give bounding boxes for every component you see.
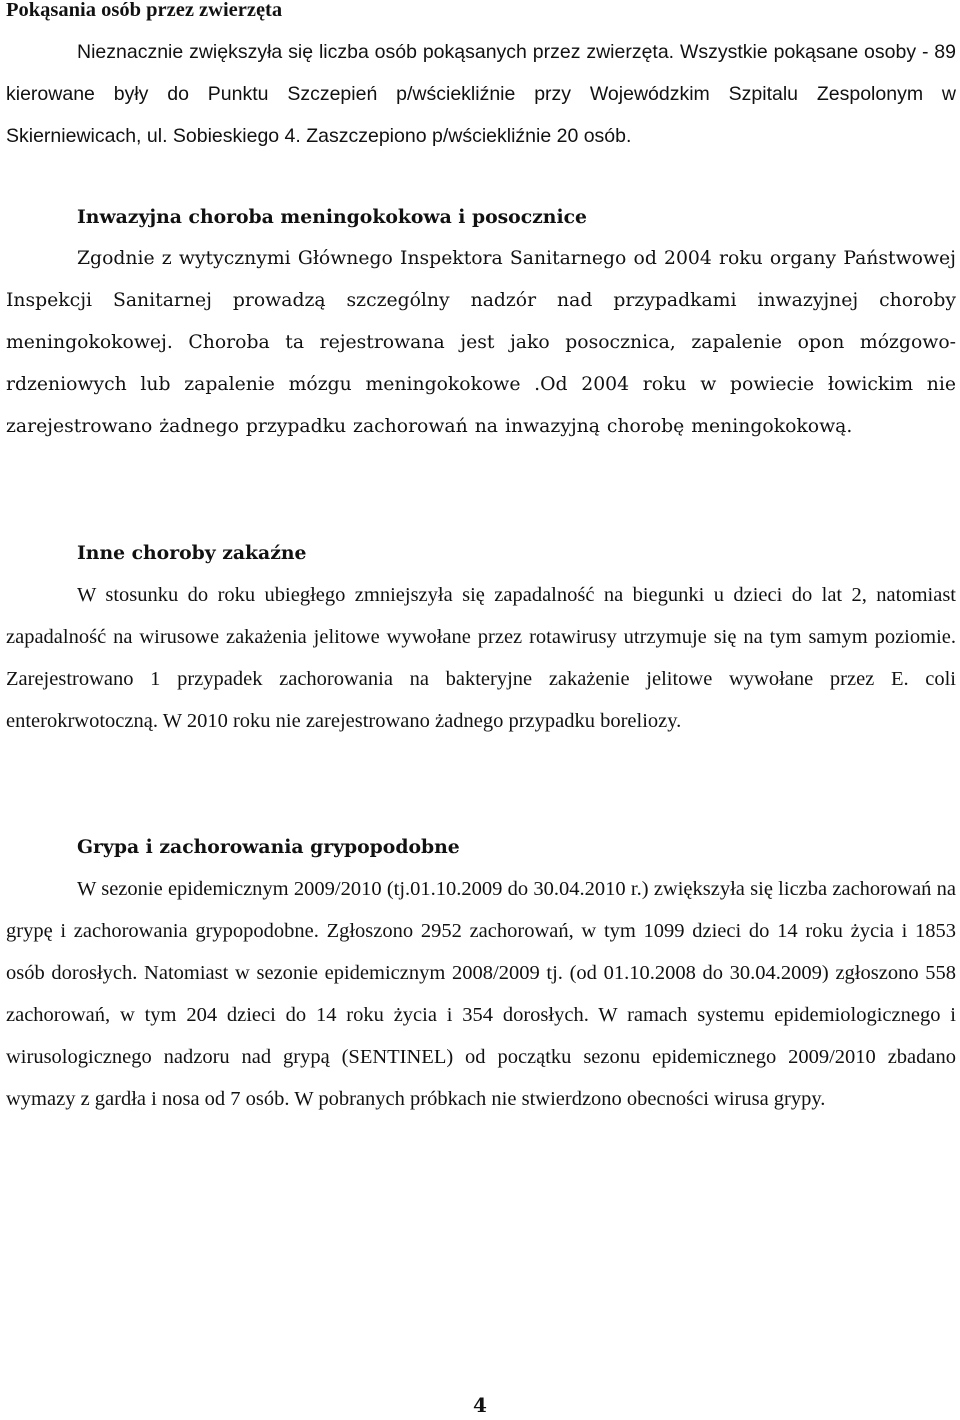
section-meningococcal-disease [6,196,956,448]
section-paragraph: W stosunku do roku ubiegłego zmniejszyła się zapadalność na biegunki u dzieci do lat 2, natomiast zapadalność na wirusowe zakażenia jelitowe wywołane przez rotawirusy utrzymuje się na tym samym poziomie. Zarejestrowano 1 przypadek zachorowania na bakteryjne zakażenie jelitowe wywołane przez E. coli enterokrwotoczną. W 2010 roku nie zarejestrowano żadnego przypadku boreliozy. [6,584,956,732]
section-animal-bites [6,0,956,157]
section-heading: Inne choroby zakaźne [77,542,307,564]
section-paragraph: W sezonie epidemicznym 2009/2010 (tj.01.10.2009 do 30.04.2010 r.) zwiększyła się liczba zachorowań na grypę i zachorowania grypopodobne. Zgłoszono 2952 zachorowań, w tym 1099 dzieci do 14 roku życia i 1853 osób dorosłych. Natomiast w sezonie epidemicznym 2008/2009 tj. (od 01.10.2008 do 30.04.2009) zgłoszono 558 zachorowań, w tym 204 dzieci do 14 roku życia i 354 dorosłych. W ramach systemu epidemiologicznego i wirusologicznego nadzoru nad grypą (SENTINEL) od początku sezonu epidemicznego 2009/2010 zbadano wymazy z gardła i nosa od 7 osób. W pobranych próbkach nie stwierdzono obecności wirusa grypy. [6,878,956,1110]
page-number: 4 [473,1393,487,1417]
section-heading: Inwazyjna choroba meningokokowa i posocznice [77,206,587,228]
section-paragraph: Nieznacznie zwiększyła się liczba osób pokąsanych przez zwierzęta. Wszystkie pokąsane osoby - 89 kierowane były do Punktu Szczepień p/wściekliźnie przy Wojewódzkim Szpitalu Zespolonym w Skierniewicach, ul. Sobieskiego 4. Zaszczepiono p/wściekliźnie 20 osób. [6,41,956,147]
section-influenza [6,826,956,1120]
section-heading: Pokąsania osób przez zwierzęta [6,0,283,21]
section-heading: Grypa i zachorowania grypopodobne [77,836,460,858]
section-paragraph: Zgodnie z wytycznymi Głównego Inspektora Sanitarnego od 2004 roku organy Państwowej Inspekcji Sanitarnej prowadzą szczególny nadzór nad przypadkami inwazyjnej choroby meningokokowej. Choroba ta rejestrowana jest jako posocznica, zapalenie opon mózgowo- rdzeniowych lub zapalenie mózgu meningokokowe .Od 2004 roku w powiecie łowickim nie zarejestrowano żadnego przypadku zachorowań na inwazyjną chorobę meningokokową. [6,248,956,437]
section-other-infectious-diseases [6,532,956,742]
